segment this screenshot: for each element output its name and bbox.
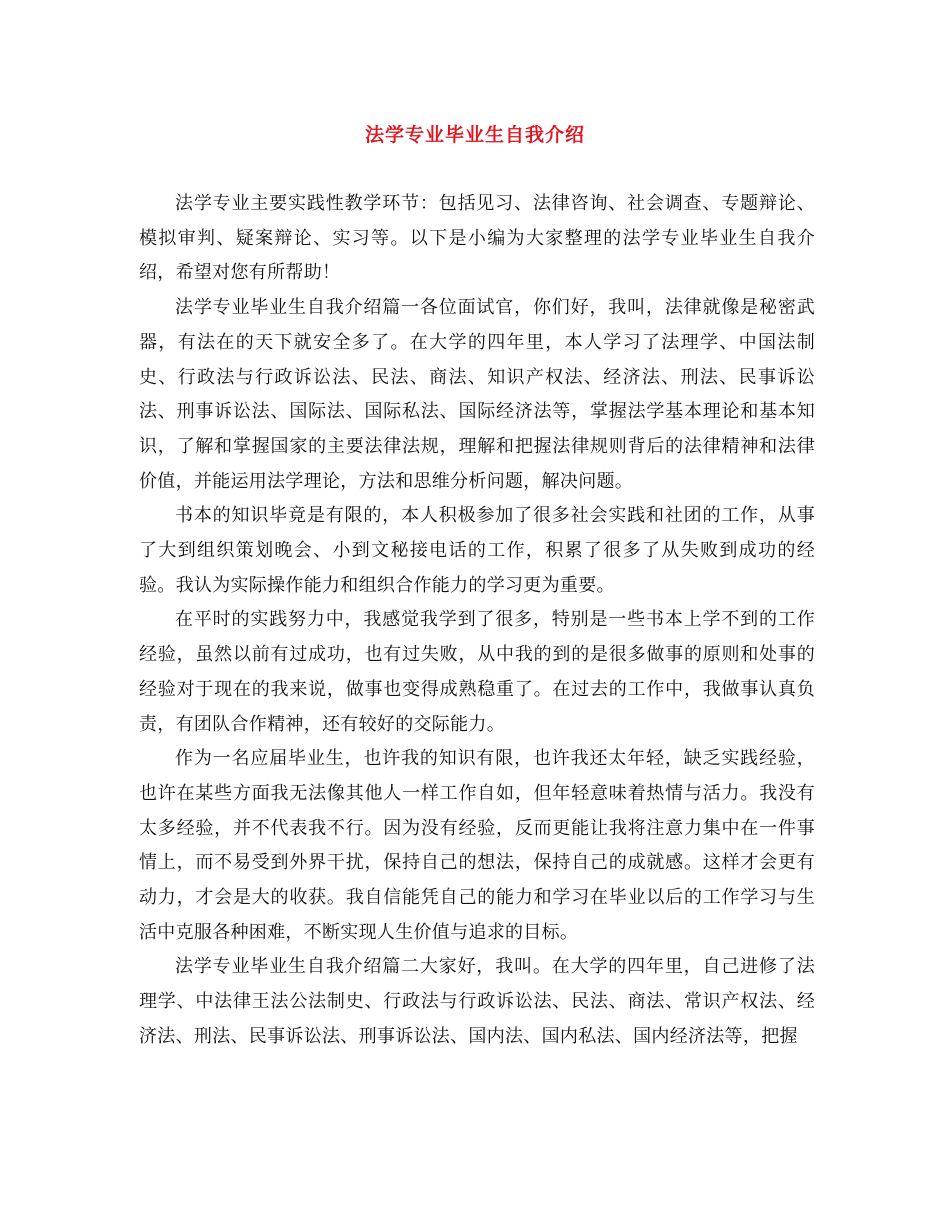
document-title: 法学专业毕业生自我介绍 <box>364 124 585 146</box>
paragraph: 法学专业毕业生自我介绍篇一各位面试官，你们好，我叫，法律就像是秘密武器，有法在的天下就安全多了。在大学的四年里，本人学习了法理学、中国法制史、行政法与行政诉讼法、民法、商法、知识产权法、经济法、刑法、民事诉讼法、刑事诉讼法、国际法、国际私法、国际经济法等，掌握法学基本理论和基本知识，了解和掌握国家的主要法律法规，理解和把握法律规则背后的法律精神和法律价值，并能运用法学理论，方法和思维分析问题，解决问题。 <box>139 297 815 492</box>
document-body <box>139 187 815 1055</box>
paragraph: 在平时的实践努力中，我感觉我学到了很多，特别是一些书本上学不到的工作经验，虽然以前有过成功，也有过失败，从中我的到的是很多做事的原则和处事的经验对于现在的我来说，做事也变得成熟稳重了。在过去的工作中，我做事认真负责，有团队合作精神，还有较好的交际能力。 <box>139 609 815 735</box>
paragraph: 书本的知识毕竟是有限的，本人积极参加了很多社会实践和社团的工作，从事了大到组织策划晚会、小到文秘接电话的工作，积累了很多了从失败到成功的经验。我认为实际操作能力和组织合作能力的学习更为重要。 <box>139 505 815 596</box>
paragraph: 法学专业主要实践性教学环节：包括见习、法律咨询、社会调查、专题辩论、模拟审判、疑案辩论、实习等。以下是小编为大家整理的法学专业毕业生自我介绍，希望对您有所帮助！ <box>139 193 815 284</box>
paragraph: 作为一名应届毕业生，也许我的知识有限，也许我还太年轻，缺乏实践经验，也许在某些方面我无法像其他人一样工作自如，但年轻意味着热情与活力。我没有太多经验，并不代表我不行。因为没有经验，反而更能让我将注意力集中在一件事情上，而不易受到外界干扰，保持自己的想法，保持自己的成就感。这样才会更有动力，才会是大的收获。我自信能凭自己的能力和学习在毕业以后的工作学习与生活中克服各种困难，不断实现人生价值与追求的目标。 <box>139 748 815 943</box>
paragraph: 法学专业毕业生自我介绍篇二大家好，我叫。在大学的四年里，自己进修了法理学、中法律王法公法制史、行政法与行政诉讼法、民法、商法、常识产权法、经济法、刑法、民事诉讼法、刑事诉讼法、国内法、国内私法、国内经济法等，把握 <box>139 956 815 1047</box>
